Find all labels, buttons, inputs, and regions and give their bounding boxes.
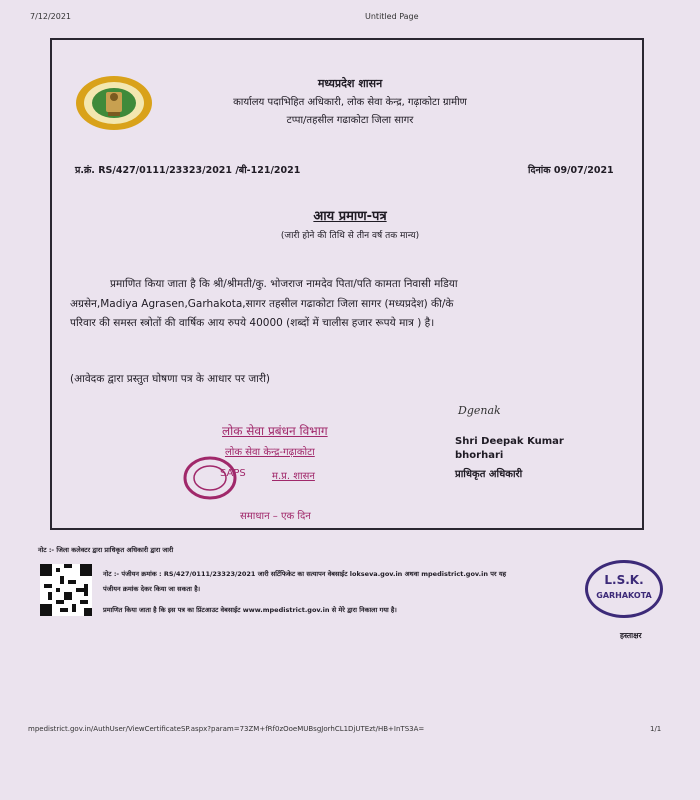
validity-note: (जारी होने की तिथि से तीन वर्ष तक मान्य) — [280, 231, 420, 241]
lsk-garhakota-seal — [585, 560, 663, 618]
seal-top-text: L.S.K. — [604, 573, 644, 587]
officer-name-line2: bhorhari — [455, 450, 504, 461]
issue-date: दिनांक 09/07/2021 — [528, 165, 614, 176]
stamp-line-4: म.प्र. शासन — [272, 471, 315, 482]
body-line-2: अग्रसेन,Madiya Agrasen,Garhakota,सागर तहसील गढाकोटा जिला सागर (मध्यप्रदेश) की/के — [70, 298, 454, 310]
officer-signature: Dgenak — [458, 404, 501, 417]
officer-name-line1: Shri Deepak Kumar — [455, 436, 564, 447]
office-line: कार्यालय पदाभिहित अधिकारी, लोक सेवा केन्द्र, गढ़ाकोटा ग्रामीण — [233, 97, 467, 108]
seal-bottom-text: GARHAKOTA — [596, 591, 652, 600]
reference-number: प्र.क्रं. RS/427/0111/23323/2021 /बी-121/2021 — [75, 165, 301, 176]
page-count: 1/1 — [650, 725, 662, 733]
body-line-1: प्रमाणित किया जाता है कि श्री/श्रीमती/कु. भोजराज नामदेव पिता/पति कामता निवासी मडिया — [110, 278, 458, 290]
mp-govt-emblem — [75, 75, 153, 131]
govt-title: मध्यप्रदेश शासन — [317, 77, 383, 90]
footer-url[interactable]: mpedistrict.gov.in/AuthUser/ViewCertificateSP.aspx?param=73ZM+fRf0zOoeMUBsgJorhCL1DjUTEzt/HB+InTS3A= — [28, 725, 425, 733]
verification-note-line-1: नोट :- पंजीयन क्रमांक : RS/427/0111/23323/2021 जारी सर्टिफिकेट का सत्यापन वेबसाईट lokseva.gov.in अथवा mpedistrict.gov.in पर यह — [103, 570, 507, 578]
footnote: नोट :- जिला कलेक्टर द्वारा प्राधिकृत अधिकारी द्वारा जारी — [38, 546, 174, 554]
body-line-3: परिवार की समस्त स्त्रोतों की वार्षिक आय रुपये 40000 (शब्दों में चालीस हजार रूपये मात्र ) है। — [70, 317, 435, 329]
lok-seva-stamp — [180, 410, 400, 530]
printout-line: प्रमाणित किया जाता है कि इस पत्र का प्रिंटआउट वेबसाईट www.mpedistrict.gov.in से मेरे द्वारा निकाला गया है। — [103, 606, 397, 614]
print-date: 7/12/2021 — [30, 12, 72, 21]
stamp-line-3: SAPS — [220, 468, 246, 479]
signature-label: हस्ताक्षर — [620, 631, 642, 640]
verification-qr-code — [40, 564, 92, 616]
subdivision-line: टप्पा/तहसील गढाकोटा जिला सागर — [286, 115, 414, 126]
print-title: Untitled Page — [365, 12, 419, 21]
stamp-line-1: लोक सेवा प्रबंधन विभाग — [222, 424, 328, 438]
stamp-line-5: समाधान – एक दिन — [240, 511, 311, 522]
declaration-note: (आवेदक द्वारा प्रस्तुत घोषणा पत्र के आधार पर जारी) — [70, 373, 271, 385]
verification-note-line-2: पंजीयन क्रमांक देकर किया जा सकता है। — [103, 585, 201, 593]
certificate-title: आय प्रमाण-पत्र — [313, 209, 387, 224]
officer-designation: प्राधिकृत अधिकारी — [455, 469, 523, 480]
stamp-line-2: लोक सेवा केन्द्र-गढ़ाकोटा — [225, 447, 315, 458]
